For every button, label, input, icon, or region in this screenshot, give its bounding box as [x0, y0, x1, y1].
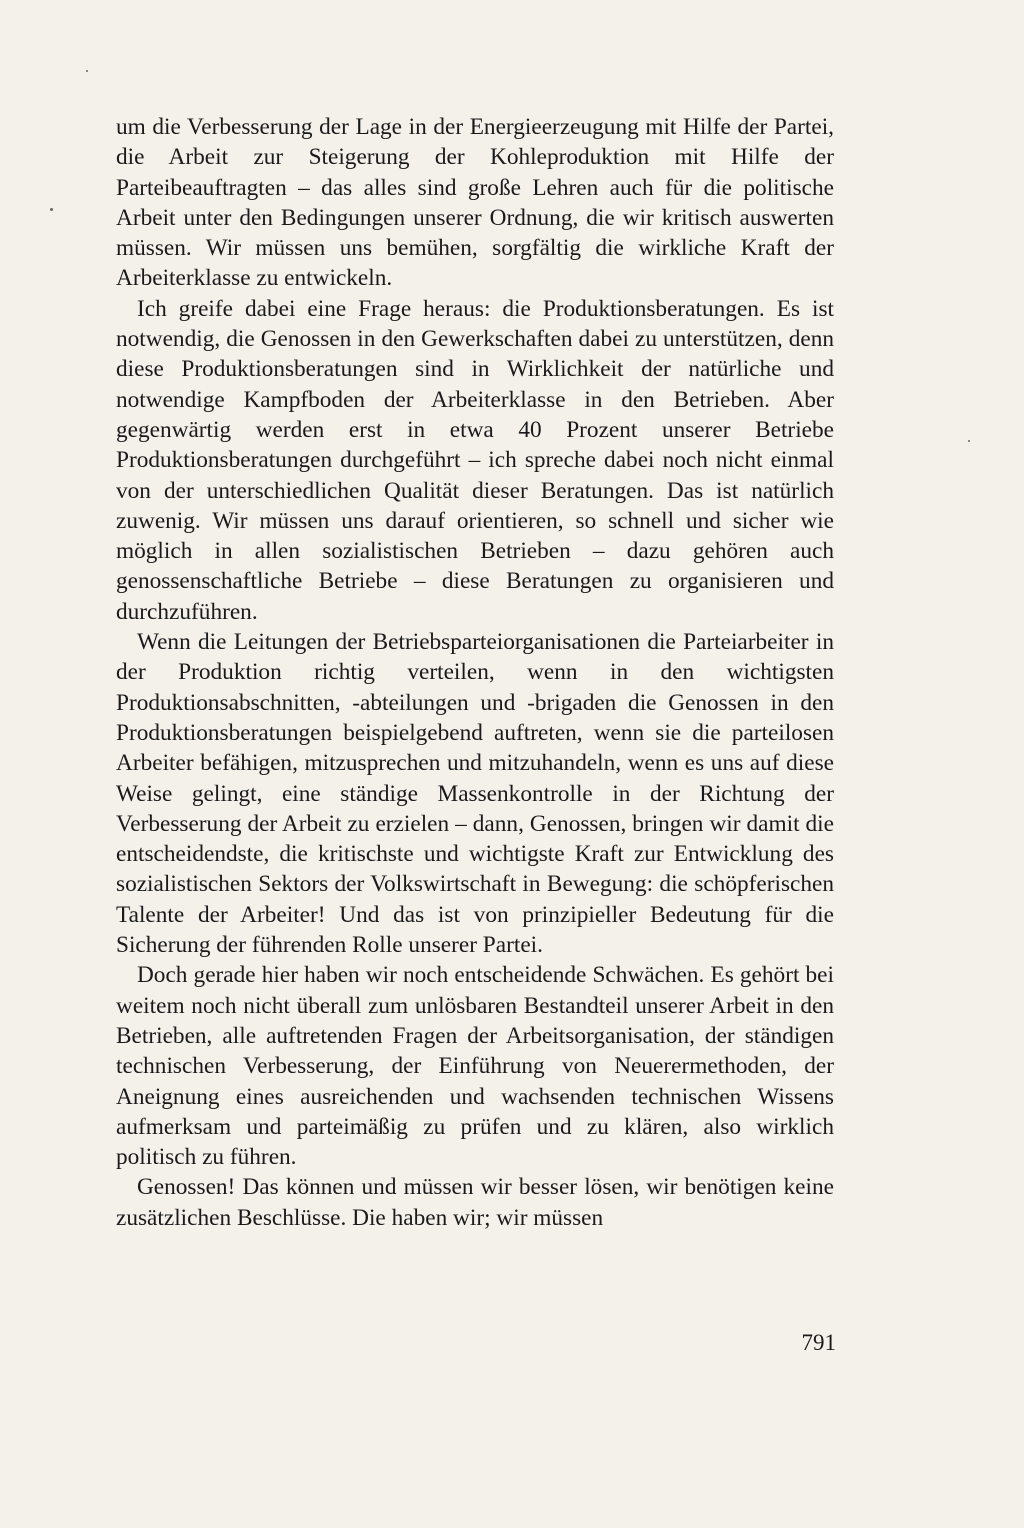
- paper-speck: [968, 440, 970, 442]
- paper-speck: [50, 208, 53, 211]
- body-text: [116, 112, 834, 1233]
- paragraph-2: Ich greife dabei eine Frage heraus: die Produktionsberatungen. Es ist notwendig, die Genossen in den Gewerkschaften dabei zu unterstützen, denn diese Produktionsberatungen sind in Wirklichkeit der natürliche und notwendige Kampfboden der Arbeiterklasse in den Betrieben. Aber gegenwärtig werden erst in etwa 40 Prozent unserer Betriebe Produktionsberatungen durchgeführt – ich spreche dabei noch nicht einmal von der unterschiedlichen Qualität dieser Beratungen. Das ist natürlich zuwenig. Wir müssen uns darauf orientieren, so schnell und sicher wie möglich in allen sozialistischen Betrieben – dazu gehören auch genossenschaftliche Betriebe – diese Beratungen zu organisieren und durchzuführen.: [116, 295, 834, 625]
- paragraph-5: Genossen! Das können und müssen wir besser lösen, wir benötigen keine zusätzlichen Beschlüsse. Die haben wir; wir müssen: [116, 1174, 834, 1231]
- paragraph-1: um die Verbesserung der Lage in der Energieerzeugung mit Hilfe der Partei, die Arbeit zur Steigerung der Kohleproduktion mit Hilfe der Parteibeauftragten – das alles sind große Lehren auch für die politische Arbeit unter den Bedingungen unserer Ordnung, die wir kritisch auswerten müssen. Wir müssen uns bemühen, sorgfältig die wirkliche Kraft der Arbeiterklasse zu entwickeln.: [116, 114, 834, 292]
- paragraph-4: Doch gerade hier haben wir noch entscheidende Schwächen. Es gehört bei weitem noch nicht überall zum unlösbaren Bestandteil unserer Arbeit in den Betrieben, alle auftretenden Fragen der Arbeitsorganisation, der ständigen technischen Verbesserung, der Einführung von Neuerermethoden, der Aneignung eines ausreichenden und wachsenden technischen Wissens aufmerksam und parteimäßig zu prüfen und zu klären, also wirklich politisch zu führen.: [116, 962, 834, 1171]
- page-number: 791: [801, 1330, 836, 1355]
- paragraph-3: Wenn die Leitungen der Betriebsparteiorganisationen die Parteiarbeiter in der Produktion richtig verteilen, wenn in den wichtigsten Produktionsabschnitten, -abteilungen und -brigaden die Genossen in den Produktionsberatungen beispielgebend auftreten, wenn sie die parteilosen Arbeiter befähigen, mitzusprechen und mitzuhandeln, wenn es uns auf diese Weise gelingt, eine ständige Massenkontrolle in der Richtung der Verbesserung der Arbeit zu erzielen – dann, Genossen, bringen wir damit die entscheidendste, die kritischste und wichtigste Kraft zur Entwicklung des sozialistischen Sektors der Volkswirtschaft in Bewegung: die schöpferischen Talente der Arbeiter! Und das ist von prinzipieller Bedeutung für die Sicherung der führenden Rolle unserer Partei.: [116, 629, 834, 959]
- paper-speck: [86, 70, 88, 72]
